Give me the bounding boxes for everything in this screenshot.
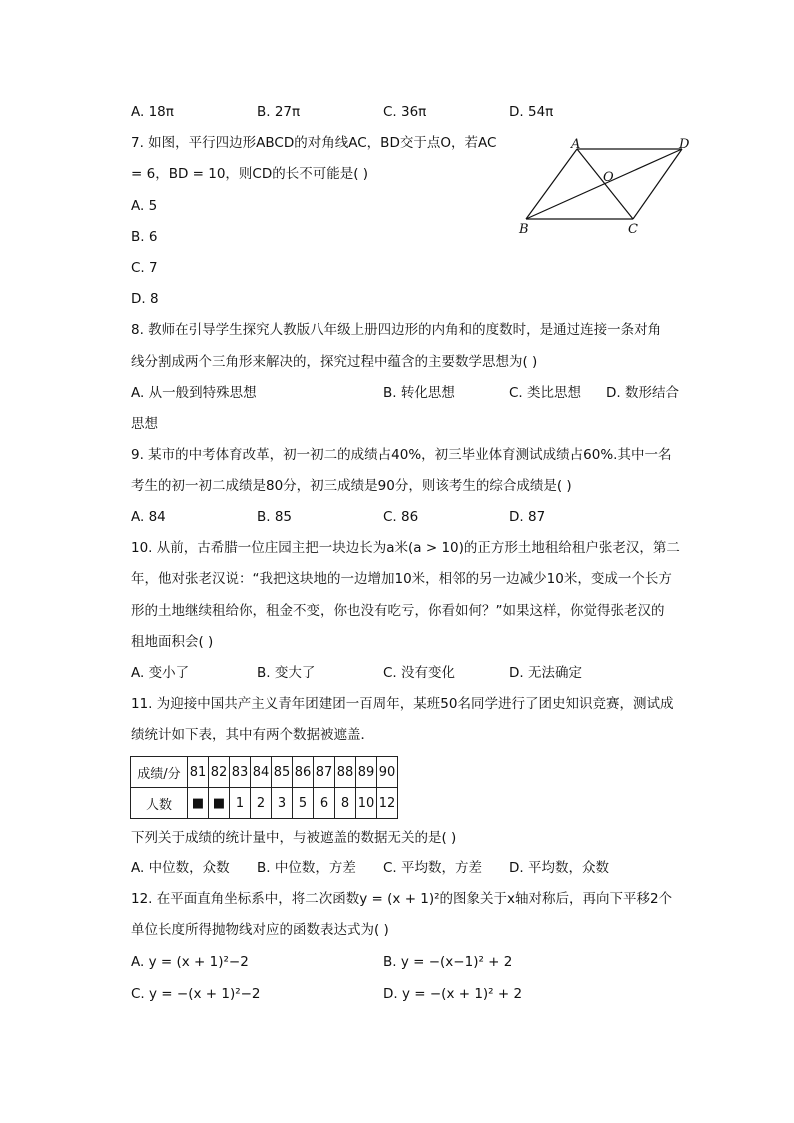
q12-stem-line1: 12. 在平面直角坐标系中，将二次函数y = (x + 1)²的图象关于x轴对称后，再向下平移2个 [131, 891, 673, 907]
q8-option-d: D. 数形结合 [606, 385, 679, 401]
q11-option-d: D. 平均数，众数 [509, 860, 609, 876]
table-cell-score: 90 [377, 757, 398, 788]
q7-stem-line1: 7. 如图，平行四边形ABCD的对角线AC，BD交于点O，若AC [131, 135, 497, 151]
table-header-count: 人数 [131, 788, 188, 819]
q9-stem-line2: 考生的初一初二成绩是80分，初三成绩是90分，则该考生的综合成绩是( ) [131, 478, 572, 494]
table-cell-score: 85 [272, 757, 293, 788]
q8-stem-line1: 8. 教师在引导学生探究人教版八年级上册四边形的内角和的度数时，是通过连接一条对角 [131, 322, 662, 338]
q10-stem-line2: 年，他对张老汉说：“我把这块地的一边增加10米，相邻的另一边减少10米，变成一个长方 [131, 571, 672, 587]
label-c: C [628, 222, 638, 237]
table-cell-count: 12 [377, 788, 398, 819]
q10-option-d: D. 无法确定 [509, 665, 582, 681]
q9-option-a: A. 84 [131, 509, 166, 525]
q8-option-b: B. 转化思想 [383, 385, 455, 401]
q10-stem-line1: 10. 从前，古希腊一位庄园主把一块边长为a米(a > 10)的正方形土地租给租户张老汉，第二 [131, 540, 680, 556]
q11-option-a: A. 中位数，众数 [131, 860, 230, 876]
q6-option-c: C. 36π [383, 104, 427, 120]
table-header-score: 成绩/分 [131, 757, 188, 788]
table-cell-score: 89 [356, 757, 377, 788]
q11-stem-line2: 绩统计如下表，其中有两个数据被遮盖． [131, 727, 374, 743]
q6-option-d: D. 54π [509, 104, 554, 120]
q8-option-d-continued: 思想 [131, 416, 158, 432]
table-cell-score: 87 [314, 757, 335, 788]
label-o: O [603, 170, 614, 185]
table-cell-count: 6 [314, 788, 335, 819]
score-table [130, 756, 398, 819]
q10-stem-line3: 形的土地继续租给你，租金不变，你也没有吃亏，你看如何？”如果这样，你觉得张老汉的 [131, 603, 665, 619]
q12-option-d: D. y = −(x + 1)² + 2 [383, 986, 523, 1002]
q10-option-c: C. 没有变化 [383, 665, 456, 681]
parallelogram-figure [515, 136, 700, 238]
q12-option-c: C. y = −(x + 1)²−2 [131, 986, 261, 1002]
label-d: D [679, 137, 690, 152]
q9-option-c: C. 86 [383, 509, 419, 525]
q7-option-c: C. 7 [131, 260, 158, 276]
table-cell-score: 81 [188, 757, 209, 788]
q8-option-a: A. 从一般到特殊思想 [131, 385, 257, 401]
table-cell-count-masked: ■ [188, 788, 209, 819]
q7-stem-line2: = 6，BD = 10，则CD的长不可能是( ) [131, 166, 369, 182]
q10-option-b: B. 变大了 [257, 665, 316, 681]
table-cell-score: 82 [209, 757, 230, 788]
q9-option-b: B. 85 [257, 509, 293, 525]
q7-option-b: B. 6 [131, 229, 158, 245]
q10-option-a: A. 变小了 [131, 665, 190, 681]
table-cell-count: 2 [251, 788, 272, 819]
table-cell-count: 8 [335, 788, 356, 819]
table-cell-count: 5 [293, 788, 314, 819]
table-row-scores [131, 757, 398, 788]
edge-ab [526, 149, 577, 219]
q12-option-b: B. y = −(x−1)² + 2 [383, 954, 513, 970]
q8-option-c: C. 类比思想 [509, 385, 582, 401]
table-cell-score: 83 [230, 757, 251, 788]
q11-stem-line1: 11. 为迎接中国共产主义青年团建团一百周年，某班50名同学进行了团史知识竞赛，测试成 [131, 696, 674, 712]
table-cell-count: 3 [272, 788, 293, 819]
table-cell-score: 84 [251, 757, 272, 788]
q6-option-b: B. 27π [257, 104, 301, 120]
q11-stem-line3: 下列关于成绩的统计量中，与被遮盖的数据无关的是( ) [131, 830, 457, 846]
q11-option-b: B. 中位数，方差 [257, 860, 356, 876]
q9-option-d: D. 87 [509, 509, 546, 525]
q7-option-a: A. 5 [131, 198, 158, 214]
q12-option-a: A. y = (x + 1)²−2 [131, 954, 249, 970]
table-cell-score: 86 [293, 757, 314, 788]
q6-option-a: A. 18π [131, 104, 174, 120]
q8-stem-line2: 线分割成两个三角形来解决的，探究过程中蕴含的主要数学思想为( ) [131, 354, 538, 370]
table-row-counts [131, 788, 398, 819]
table-cell-count-masked: ■ [209, 788, 230, 819]
table-cell-count: 1 [230, 788, 251, 819]
q7-option-d: D. 8 [131, 291, 159, 307]
label-b: B [519, 222, 529, 237]
table-cell-count: 10 [356, 788, 377, 819]
q9-stem-line1: 9. 某市的中考体育改革，初一初二的成绩占40%，初三毕业体育测试成绩占60%.其中一名 [131, 447, 672, 463]
table-cell-score: 88 [335, 757, 356, 788]
label-a: A [571, 137, 581, 152]
q11-option-c: C. 平均数，方差 [383, 860, 483, 876]
q10-stem-line4: 租地面积会( ) [131, 634, 214, 650]
q12-stem-line2: 单位长度所得抛物线对应的函数表达式为( ) [131, 922, 389, 938]
